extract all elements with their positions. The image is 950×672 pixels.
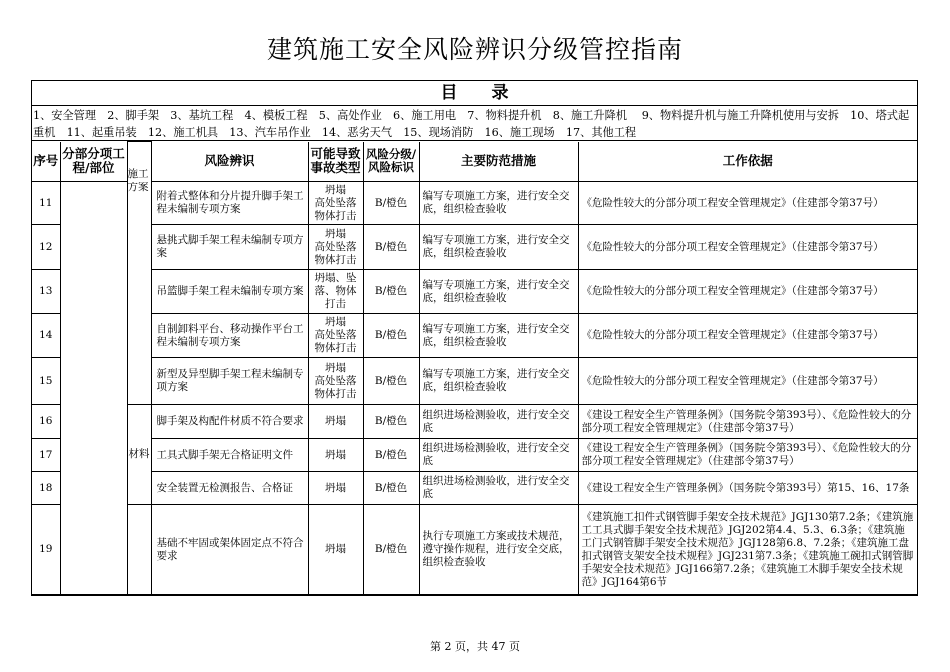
sub-label-construction-b: 方案 — [127, 181, 149, 193]
header-measures: 主要防范措施 — [419, 142, 578, 182]
table-row — [32, 505, 917, 595]
guide-sheet — [31, 80, 918, 596]
row-level: B/橙色 — [363, 182, 419, 225]
part-cell — [60, 182, 127, 595]
row-level: B/橙色 — [363, 405, 419, 439]
row-no: 19 — [32, 505, 60, 595]
sub-construction-cell — [127, 142, 151, 182]
header-seq: 序号 — [32, 142, 60, 182]
row-measures: 组织进场检测验收，进行安全交底 — [419, 439, 578, 472]
row-accident: 坍塌 高处坠落 物体打击 — [308, 314, 363, 358]
row-measures: 编写专项施工方案，进行安全交底，组织检查验收 — [419, 225, 578, 270]
table-row — [32, 182, 917, 225]
row-measures: 组织进场检测验收，进行安全交底 — [419, 472, 578, 505]
row-risk: 安全装置无检测报告、合格证 — [151, 472, 308, 505]
row-accident: 坍塌 — [308, 505, 363, 595]
sub-empty-cell — [127, 505, 151, 595]
row-level: B/橙色 — [363, 314, 419, 358]
row-no: 13 — [32, 270, 60, 314]
row-accident: 坍塌 高处坠落 物体打击 — [308, 358, 363, 405]
table-row — [32, 439, 917, 472]
row-no: 15 — [32, 358, 60, 405]
row-risk: 脚手架及构配件材质不符合要求 — [151, 405, 308, 439]
row-risk: 悬挑式脚手架工程未编制专项方案 — [151, 225, 308, 270]
header-risk: 风险辨识 — [151, 142, 308, 182]
row-accident: 坍塌 高处坠落 物体打击 — [308, 182, 363, 225]
row-accident: 坍塌 — [308, 439, 363, 472]
sub-label-construction-a: 施工 — [127, 168, 149, 180]
row-no: 18 — [32, 472, 60, 505]
table-row — [32, 314, 917, 358]
header-accident: 可能导致事故类型 — [308, 142, 363, 182]
row-measures: 执行专项施工方案或技术规范，遵守操作规程，进行安全交底，组织检查验收 — [419, 505, 578, 595]
row-risk: 基础不牢固或架体固定点不符合要求 — [151, 505, 308, 595]
row-level: B/橙色 — [363, 270, 419, 314]
row-no: 14 — [32, 314, 60, 358]
table-row — [32, 472, 917, 505]
header-level: 风险分级/风险标识 — [363, 142, 419, 182]
row-measures: 编写专项施工方案，进行安全交底，组织检查验收 — [419, 270, 578, 314]
row-basis: 《建设工程安全生产管理条例》（国务院令第393号）、《危险性较大的分部分项工程安全管理规定》（住建部令第37号） — [578, 405, 917, 439]
table-row — [32, 270, 917, 314]
row-basis: 《危险性较大的分部分项工程安全管理规定》（住建部令第37号） — [578, 225, 917, 270]
table-row — [32, 225, 917, 270]
row-level: B/橙色 — [363, 439, 419, 472]
row-risk: 吊篮脚手架工程未编制专项方案 — [151, 270, 308, 314]
row-measures: 编写专项施工方案，进行安全交底，组织检查验收 — [419, 314, 578, 358]
row-basis: 《建筑施工扣件式钢管脚手架安全技术规范》JGJ130第7.2条；《建筑施工工具式脚手架安全技术规范》JGJ202第4.4、5.3、6.3条；《建筑施工门式钢管脚手架安全技术规范》JGJ128第6.8、7.2条；《建筑施工盘扣式钢管支架安全技术规程》JGJ231第7.3条；《建筑施工碗扣式钢管脚手架安全技术规范》JGJ166第7.2条；《建筑施工木脚手架安全技术规范》JGJ164第6节 — [578, 505, 917, 595]
row-accident: 坍塌 — [308, 472, 363, 505]
row-no: 16 — [32, 405, 60, 439]
row-basis: 《危险性较大的分部分项工程安全管理规定》（住建部令第37号） — [578, 314, 917, 358]
sub-plan-cell — [127, 182, 151, 405]
row-risk: 新型及异型脚手架工程未编制专项方案 — [151, 358, 308, 405]
page-footer: 第 2 页，共 47 页 — [430, 640, 520, 653]
row-accident: 坍塌 高处坠落 物体打击 — [308, 225, 363, 270]
row-measures: 组织进场检测验收，进行安全交底 — [419, 405, 578, 439]
header-part: 分部分项工程/部位 — [60, 142, 127, 182]
risk-table — [32, 141, 917, 595]
row-level: B/橙色 — [363, 505, 419, 595]
row-basis: 《危险性较大的分部分项工程安全管理规定》（住建部令第37号） — [578, 182, 917, 225]
row-level: B/橙色 — [363, 358, 419, 405]
header-basis: 工作依据 — [578, 142, 917, 182]
header-row — [32, 142, 917, 182]
toc-items: 1、安全管理 2、脚手架 3、基坑工程 4、模板工程 5、高处作业 6、施工用电 7、物料提升机 8、施工升降机 9、物料提升机与施工升降机使用与安拆 10、塔式起重机 11、起重吊装 12、施工机具 13、汽车吊作业 14、恶劣天气 15、现场消防 16、施工现场 17、其他工程 — [32, 106, 917, 141]
row-no: 17 — [32, 439, 60, 472]
row-basis: 《危险性较大的分部分项工程安全管理规定》（住建部令第37号） — [578, 358, 917, 405]
row-risk: 附着式整体和分片提升脚手架工程未编制专项方案 — [151, 182, 308, 225]
row-measures: 编写专项施工方案，进行安全交底，组织检查验收 — [419, 358, 578, 405]
table-row — [32, 405, 917, 439]
row-no: 12 — [32, 225, 60, 270]
sub-label-material: 材料 — [128, 448, 150, 460]
row-basis: 《建设工程安全生产管理条例》（国务院令第393号）、《危险性较大的分部分项工程安全管理规定》（住建部令第37号） — [578, 439, 917, 472]
row-accident: 坍塌 — [308, 405, 363, 439]
row-level: B/橙色 — [363, 225, 419, 270]
row-basis: 《危险性较大的分部分项工程安全管理规定》（住建部令第37号） — [578, 270, 917, 314]
page-title: 建筑施工安全风险辨识分级管控指南 — [266, 35, 683, 64]
row-risk: 自制卸料平台、移动操作平台工程未编制专项方案 — [151, 314, 308, 358]
row-level: B/橙色 — [363, 472, 419, 505]
row-no: 11 — [32, 182, 60, 225]
row-basis: 《建设工程安全生产管理条例》（国务院令第393号）第15、16、17条 — [578, 472, 917, 505]
table-row — [32, 358, 917, 405]
toc-heading: 目 录 — [32, 81, 917, 106]
row-risk: 工具式脚手架无合格证明文件 — [151, 439, 308, 472]
row-measures: 编写专项施工方案，进行安全交底，组织检查验收 — [419, 182, 578, 225]
sub-material-cell — [127, 405, 151, 505]
row-accident: 坍塌、坠 落、物体 打击 — [308, 270, 363, 314]
